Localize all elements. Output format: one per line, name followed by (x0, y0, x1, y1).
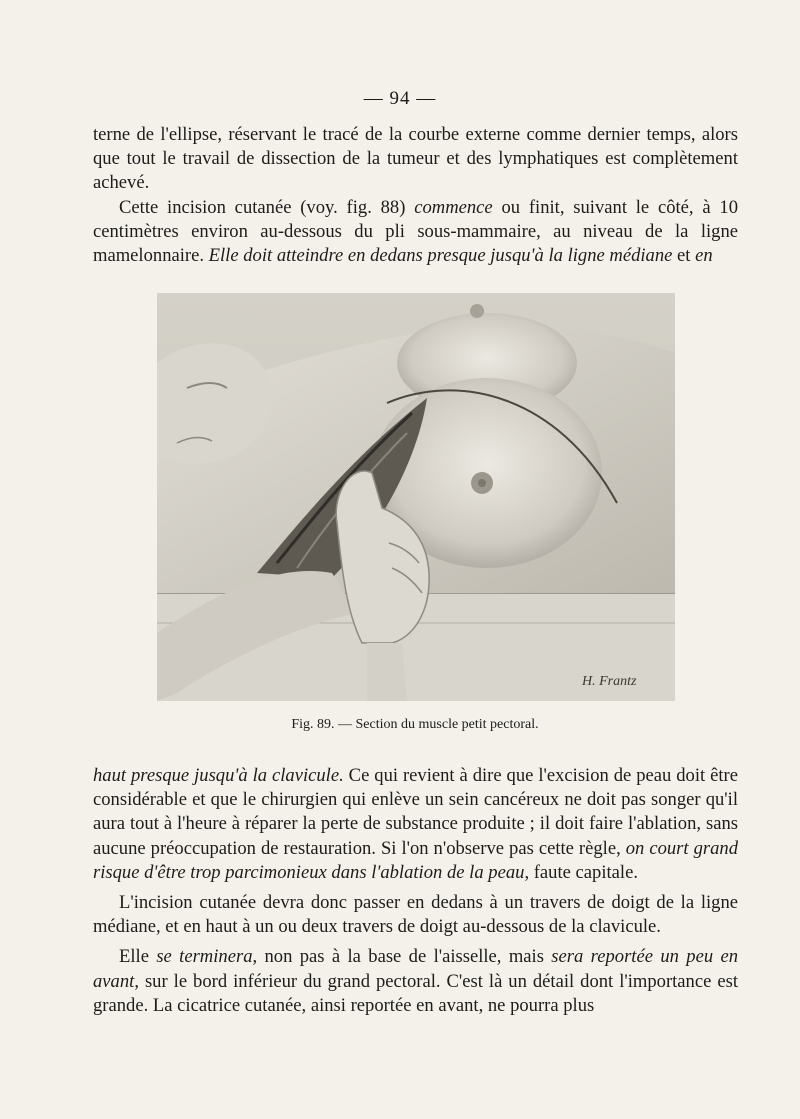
text-segment: ou finit, suivant le côté, à 10 centimètres environ au-dessous du pli sous-mammaire, au niveau de la ligne mamelonnaire. (93, 196, 738, 267)
italic-segment: Elle doit atteindre en dedans presque jusqu'à la ligne médiane (208, 245, 673, 267)
illustration-drawing (157, 293, 675, 701)
anatomical-illustration (157, 293, 675, 701)
text-segment: , non pas à la base de l'aisselle, mais (252, 946, 552, 968)
figure-caption: Fig. 89. — Section du muscle petit pectoral. (291, 717, 539, 732)
italic-segment: haut presque jusqu'à la clavicule. (93, 765, 344, 786)
italic-segment: se terminera (156, 946, 253, 968)
paragraph (93, 764, 738, 885)
paragraph (93, 945, 738, 1018)
text-segment: et (672, 245, 696, 267)
text-segment: L'incision cutanée devra donc passer en dedans à un travers de doigt de la ligne médiane, et en haut à un ou deux travers de doigt au-dessous de la clavicule. (93, 892, 738, 938)
bottom-text-block (93, 764, 738, 1018)
italic-segment: commence (414, 196, 493, 218)
top-text-block (93, 123, 738, 268)
paragraph (93, 123, 738, 196)
text-segment: , sur le bord inférieur du grand pectoral. C'est là un détail dont l'importance est grande. La cicatrice cutanée, ainsi reportée en avant, ne pourra plus (93, 970, 738, 1016)
italic-segment: sera reportée un peu en avant (93, 946, 739, 992)
text-segment: , faute capitale. (524, 861, 638, 883)
illustrator-signature: H. Frantz (582, 674, 637, 689)
page-number: — 94 — (363, 88, 437, 109)
text-segment: Elle (119, 946, 157, 968)
text-segment: terne de l'ellipse, réservant le tracé de la courbe externe comme dernier temps, alors que tout le travail de dissection de la tumeur et des lymphatiques est complètement achevé. (93, 124, 738, 194)
text-segment: Ce qui revient à dire que l'excision de peau doit être considérable et que le chirurgien qui enlève un sein cancéreux ne doit pas songer qu'il aura tout à l'heure à réparer la perte de substance produite ; il doit faire l'ablation, sans aucune préoccupation de restauration. Si l'on n'observe pas cette règle, (93, 765, 738, 859)
text-segment: Cette incision cutanée (voy. fig. 88) (119, 196, 415, 218)
paragraph (93, 891, 738, 939)
paragraph (93, 196, 738, 269)
italic-segment: on court grand risque d'être trop parcimonieux dans l'ablation de la peau (93, 837, 739, 883)
italic-segment: en (695, 245, 713, 267)
